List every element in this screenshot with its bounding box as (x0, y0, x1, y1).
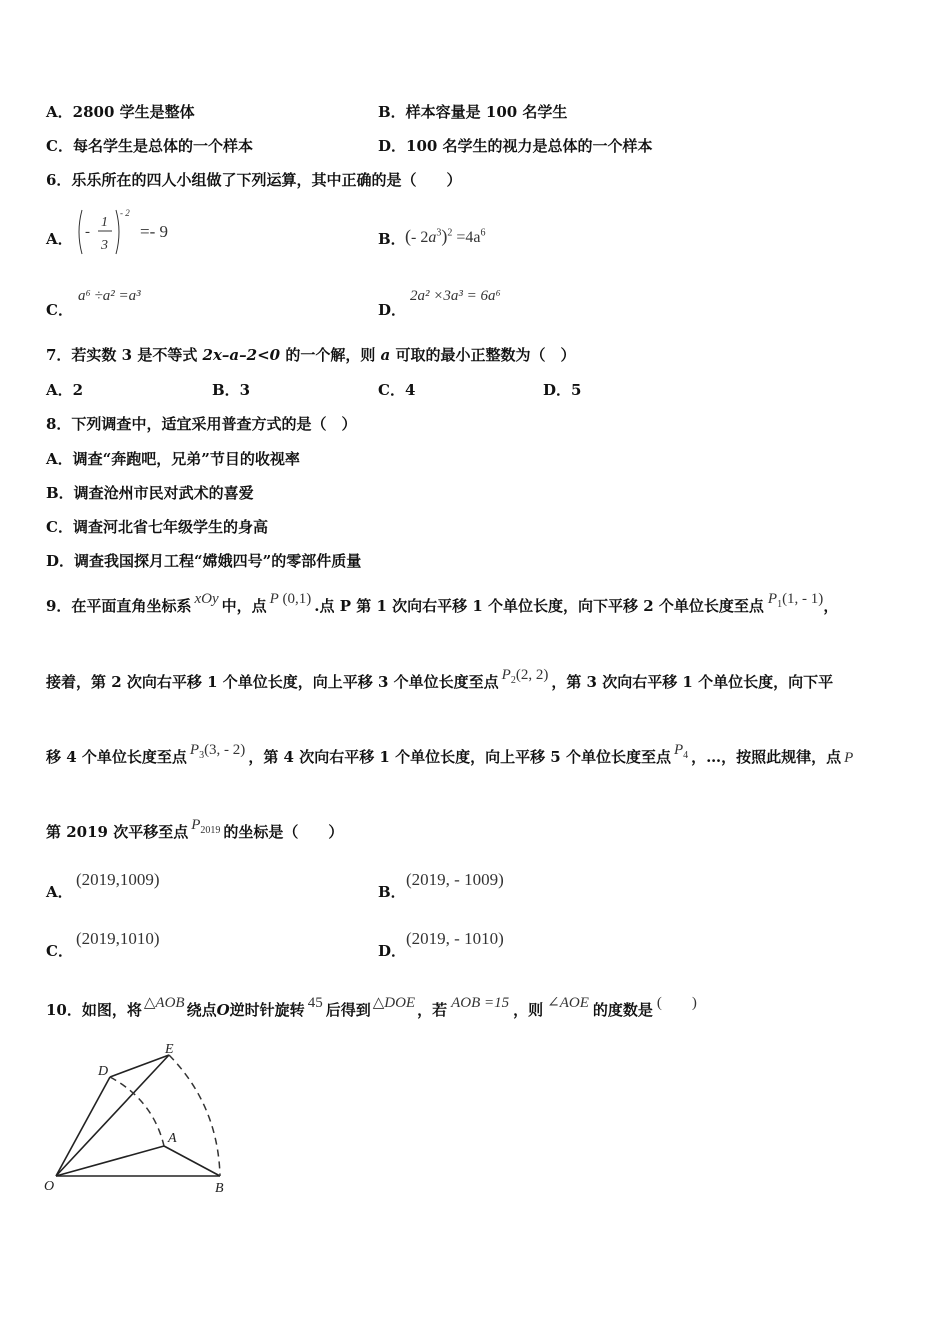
label-b: B (215, 1181, 224, 1196)
q7-option-b: B．3 (212, 381, 251, 399)
q9-line-3: 移 4 个单位长度至点 $P_3(3$, - 2) ，第 4 次向右平移 1 个单位长度，向上平移 5 个单位长度至点 $P_4$ ，…，按照此规律，点 P (46, 742, 854, 766)
svg-text:3: 3 (101, 238, 108, 253)
label-o: O (44, 1179, 55, 1194)
q5-option-a: A．2800 学生是整体 (46, 103, 195, 121)
q5-option-d: D．100 名学生的视力是总体的一个样本 (378, 137, 653, 155)
segment-de (110, 1055, 169, 1077)
label-a: A (168, 1131, 177, 1146)
segment-oe (56, 1055, 169, 1176)
q8-stem: 8．下列调查中，适宜采用普查方式的是（ ） (46, 415, 357, 433)
svg-text:-: - (85, 224, 90, 240)
q6-option-a-rhs: =- 9 (140, 222, 168, 241)
q8-option-b: B．调查沧州市民对武术的喜爱 (46, 484, 254, 502)
q10-stem: 10．如图，将 △AOB 绕点O逆时针旋转 45 后得到 △DOE ，若 AOB =15 ，则 ∠AOE 的度数是 ( ) (46, 995, 697, 1019)
arc-da (110, 1077, 164, 1146)
rotation-figure (40, 1035, 240, 1200)
q5-option-b: B．样本容量是 100 名学生 (378, 103, 568, 121)
segment-ab (164, 1146, 220, 1176)
q9-option-a-label: A． (46, 883, 73, 901)
segment-oa (56, 1146, 164, 1176)
q9-option-c-label: C． (46, 942, 73, 960)
q7-option-a: A．2 (46, 381, 84, 399)
q6-option-c-expr: a⁶ ÷a² =a³ (78, 288, 141, 304)
q6-option-a-expr (76, 206, 186, 263)
q8-option-d: D．调查我国探月工程“嫦娥四号”的零部件质量 (46, 552, 362, 570)
q6-option-d-label: D． (378, 301, 407, 319)
q6-option-c-label: C． (46, 301, 73, 319)
q9-option-b-value: (2019, - 1009) (406, 870, 504, 889)
q6-option-b-expr: (- $2a^3)^2 =4a^6$ (405, 226, 486, 246)
q9-line-2: 接着，第 2 次向右平移 1 个单位长度，向上平移 3 个单位长度至点 $P_2(2$, 2) ，第 3 次向右平移 1 个单位长度，向下平 (46, 667, 834, 691)
q9-option-b-label: B． (378, 883, 406, 901)
svg-text:- 2: - 2 (120, 208, 130, 218)
q8-option-a: A．调查“奔跑吧，兄弟”节目的收视率 (46, 450, 300, 468)
label-e: E (165, 1042, 174, 1057)
label-d: D (98, 1064, 109, 1079)
q9-line-4: 第 2019 次平移至点 $P_{2019}$ 的坐标是（ ） (46, 817, 344, 841)
q5-option-c: C．每名学生是总体的一个样本 (46, 137, 253, 155)
q6-option-d-expr: 2a² ×3a³ = 6a⁶ (410, 288, 501, 304)
q7-stem: 7．若实数 3 是不等式 2x–a–2<0 的一个解，则 a 可取的最小正整数为（ ） (46, 346, 576, 364)
arc-eb (169, 1055, 220, 1176)
q6-a-fraction-figure (76, 206, 186, 258)
q9-option-d-label: D． (378, 942, 407, 960)
q7-option-d: D．5 (543, 381, 582, 399)
q7-option-c: C．4 (378, 381, 416, 399)
q9-option-a-value: (2019,1009) (76, 870, 160, 889)
svg-text:1: 1 (101, 215, 108, 230)
q6-stem: 6．乐乐所在的四人小组做了下列运算，其中正确的是（ ） (46, 171, 462, 189)
q6-option-a-label: A． (46, 230, 73, 248)
q8-option-c: C．调查河北省七年级学生的身高 (46, 518, 268, 536)
q9-option-d-value: (2019, - 1010) (406, 929, 504, 948)
q9-line-1: 9．在平面直角坐标系 xOy 中，点 P (0,1) .点 P 第 1 次向右平移 1 个单位长度，向下平移 2 个单位长度至点 $P_1(1$, - 1)， (46, 591, 839, 615)
q9-option-c-value: (2019,1010) (76, 929, 160, 948)
q6-option-b-label: B． (378, 230, 406, 248)
